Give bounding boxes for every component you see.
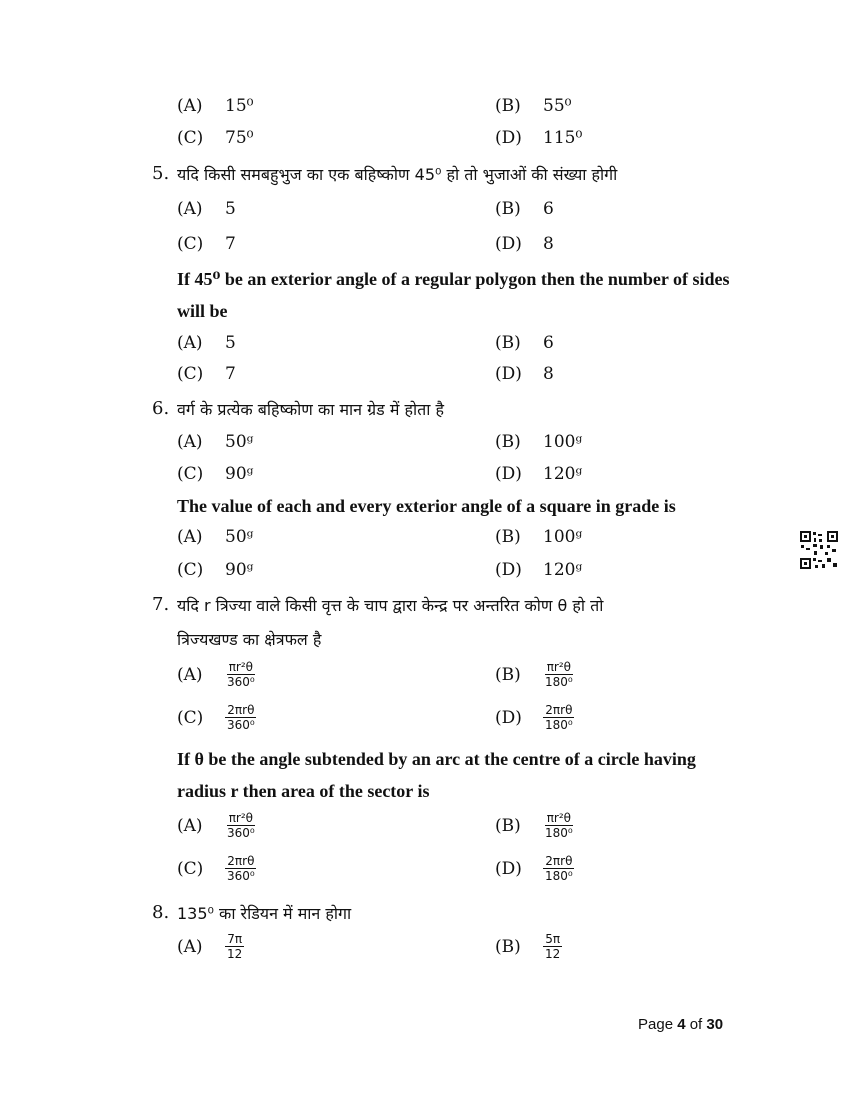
q7-hindi-option-b: (B) $\frac{\text{πr²θ}}{\text{180⁰}}$: [495, 660, 573, 689]
q6-english-option-a: (A) 50ᵍ: [177, 527, 254, 547]
q6-english-text: The value of each and every exterior angle of a square in grade is: [177, 496, 676, 516]
q5-number: 5.: [152, 163, 170, 184]
q7-number: 7.: [152, 594, 170, 615]
q4-option-b: (B) 55⁰: [495, 96, 572, 116]
qr-code: [799, 530, 839, 570]
q5-english-text: If 45⁰ be an exterior angle of a regular polygon then the number of sides: [177, 269, 730, 289]
q7-english-option-b: (B) $\frac{\text{πr²θ}}{\text{180⁰}}$: [495, 811, 573, 840]
fraction: $\frac{\text{πr²θ}}{\text{360⁰}}$: [227, 660, 255, 689]
q7-english-option-d: (D) $\frac{\text{2πrθ}}{\text{180⁰}}$: [495, 854, 573, 883]
fraction: $\frac{5\pi}{12}$: [545, 932, 561, 961]
fraction: $\frac{\text{πr²θ}}{\text{360⁰}}$: [227, 811, 255, 840]
q6-number: 6.: [152, 398, 170, 419]
fraction: $\frac{\text{2πrθ}}{\text{360⁰}}$: [227, 854, 255, 883]
q6-hindi-option-b: (B) 100ᵍ: [495, 432, 583, 452]
q5-hindi-option-c: (C) 7: [177, 234, 236, 254]
q6-hindi-option-c: (C) 90ᵍ: [177, 464, 254, 484]
q7-english-option-a: (A) $\frac{\text{πr²θ}}{\text{360⁰}}$: [177, 811, 255, 840]
fraction: $\frac{\text{πr²θ}}{\text{180⁰}}$: [545, 660, 573, 689]
q6-english-option-d: (D) 120ᵍ: [495, 560, 583, 580]
q7-hindi-option-c: (C) $\frac{\text{2πrθ}}{\text{360⁰}}$: [177, 703, 255, 732]
page-footer: Page 4 of 30: [638, 1016, 724, 1033]
fraction: $\frac{\text{πr²θ}}{\text{180⁰}}$: [545, 811, 573, 840]
q5-english-text-cont: will be: [177, 301, 228, 321]
q5-hindi-option-b: (B) 6: [495, 199, 554, 219]
q4-option-a: (A) 15⁰: [177, 96, 254, 116]
q6-hindi-option-a: (A) 50ᵍ: [177, 432, 254, 452]
fraction: $\frac{\text{2πrθ}}{\text{360⁰}}$: [227, 703, 255, 732]
fraction: $\frac{7\pi}{12}$: [227, 932, 243, 961]
q6-english-option-c: (C) 90ᵍ: [177, 560, 254, 580]
fraction: $\frac{\text{2πrθ}}{\text{180⁰}}$: [545, 854, 573, 883]
q8-hindi-text: 135⁰ का रेडियन में मान होगा: [177, 904, 352, 923]
fraction: $\frac{\text{2πrθ}}{\text{180⁰}}$: [545, 703, 573, 732]
q8-option-a: (A) $\frac{7\pi}{12}$: [177, 932, 243, 961]
q5-english-option-b: (B) 6: [495, 333, 554, 353]
q6-english-option-b: (B) 100ᵍ: [495, 527, 583, 547]
q5-english-option-c: (C) 7: [177, 364, 236, 384]
q5-hindi-option-d: (D) 8: [495, 234, 554, 254]
q7-english-text-cont: radius r then area of the sector is: [177, 781, 430, 801]
q5-hindi-option-a: (A) 5: [177, 199, 236, 219]
q7-hindi-option-a: (A) $\frac{\text{πr²θ}}{\text{360⁰}}$: [177, 660, 255, 689]
q5-english-option-a: (A) 5: [177, 333, 236, 353]
q7-hindi-text: यदि r त्रिज्या वाले किसी वृत्त के चाप द्वारा केन्द्र पर अन्तरित कोण θ हो तो: [177, 596, 604, 615]
q6-hindi-option-d: (D) 120ᵍ: [495, 464, 583, 484]
q7-english-option-c: (C) $\frac{\text{2πrθ}}{\text{360⁰}}$: [177, 854, 255, 883]
q4-option-c: (C) 75⁰: [177, 128, 254, 148]
q7-english-text: If θ be the angle subtended by an arc at the centre of a circle having: [177, 749, 696, 769]
q7-hindi-option-d: (D) $\frac{\text{2πrθ}}{\text{180⁰}}$: [495, 703, 573, 732]
q7-hindi-text-cont: त्रिज्यखण्ड का क्षेत्रफल है: [177, 630, 322, 649]
q8-option-b: (B) $\frac{5\pi}{12}$: [495, 932, 561, 961]
q8-number: 8.: [152, 902, 170, 923]
q5-english-option-d: (D) 8: [495, 364, 554, 384]
q6-hindi-text: वर्ग के प्रत्येक बहिष्कोण का मान ग्रेड में होता है: [177, 400, 444, 419]
q4-option-d: (D) 115⁰: [495, 128, 583, 148]
q5-hindi-text: यदि किसी समबहुभुज का एक बहिष्कोण 45⁰ हो तो भुजाओं की संख्या होगी: [177, 165, 618, 184]
